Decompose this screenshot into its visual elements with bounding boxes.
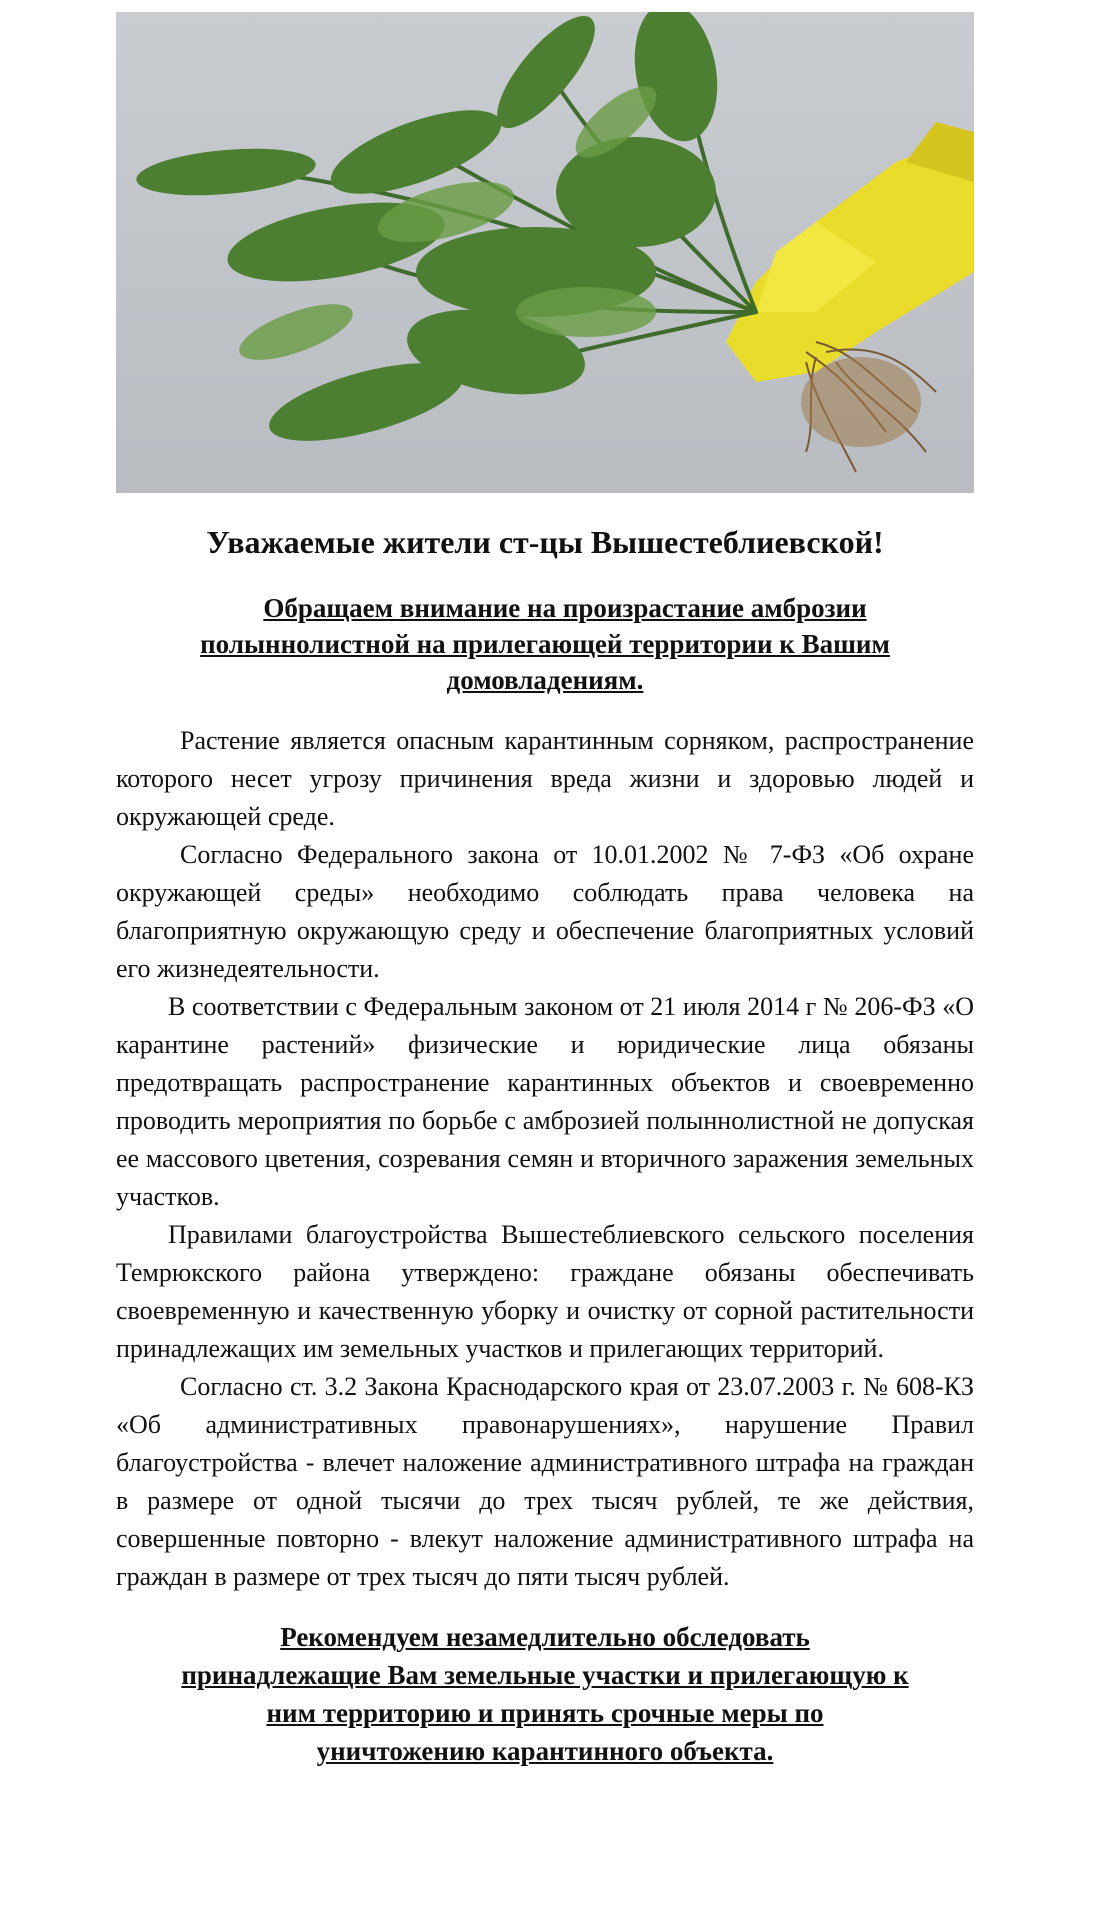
notice-content	[116, 512, 974, 1770]
closing-line: уничтожению карантинного объекта.	[316, 1736, 774, 1766]
paragraph-quarantine-law: В соответствии с Федеральным законом от 21 июля 2014 г № 206-ФЗ «О карантине растений» физические и юридические лица обязаны предотвращать распространение карантинных объектов и своевременно проводить мероприятия по борьбе с амброзией полыннолистной не допуская ее массового цветения, созревания семян и вторичного заражения земельных участков.	[116, 992, 974, 1211]
paragraph-improvement-rules: Правилами благоустройства Вышестеблиевского сельского поселения Темрюкского района утверждено: граждане обязаны обеспечивать своевременную и качественную уборку и очистку от сорной растительности принадлежащих им земельных участков и прилегающих территорий.	[116, 1220, 974, 1363]
subheading-line: Обращаем внимание на произрастание амброзии	[263, 593, 867, 623]
ragweed-plant-icon	[116, 12, 974, 493]
paragraph-environment-law: Согласно Федерального закона от 10.01.2002 № 7-ФЗ «Об охране окружающей среды» необходимо соблюдать права человека на благоприятную окружающую среду и обеспечение благоприятных условий его жизнедеятельности.	[116, 840, 974, 983]
ragweed-photo	[116, 12, 974, 493]
subheading-line: домовладениям.	[446, 665, 644, 695]
paragraph-penalties: Согласно ст. 3.2 Закона Краснодарского края от 23.07.2003 г. № 608-КЗ «Об административных правонарушениях», нарушение Правил благоустройства - влечет наложение административного штрафа на граждан в размере от одной тысячи до трех тысяч рублей, те же действия, совершенные повторно - влекут наложение административного штрафа на граждан в размере от трех тысяч до пяти тысяч рублей.	[116, 1372, 974, 1591]
notice-recommendation	[116, 1618, 974, 1770]
paragraph-plant-danger: Растение является опасным карантинным сорняком, распространение которого несет угрозу причинения вреда жизни и здоровью людей и окружающей среде.	[116, 726, 974, 831]
closing-line: ним территорию и принять срочные меры по	[266, 1698, 824, 1728]
subheading-line: полыннолистной на прилегающей территории к Вашим	[200, 629, 890, 659]
closing-line: принадлежащие Вам земельные участки и прилегающую к	[181, 1660, 909, 1690]
closing-line: Рекомендуем незамедлительно обследовать	[280, 1622, 810, 1652]
notice-heading: Уважаемые жители ст-цы Вышестеблиевской!	[206, 524, 884, 560]
notice-subheading	[116, 590, 974, 698]
